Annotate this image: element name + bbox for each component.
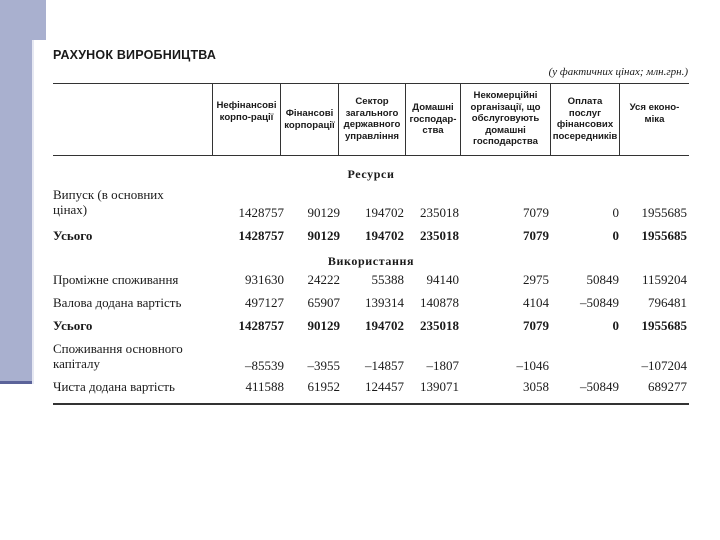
row-label: Валова додана вартість [53,295,182,310]
table-row [53,318,689,334]
units-note: (у фактичних цінах; млн.грн.) [548,66,688,78]
table-cell: 0 [612,318,619,333]
row-label: Споживання основного капіталу [53,341,183,371]
decorative-side-bar [0,40,32,384]
table-cell: 50849 [586,272,619,287]
table-cell: 7079 [523,318,549,333]
column-header-total-economy: Уся еконо-міка [629,102,680,125]
decorative-side-bar-edge [32,40,34,384]
table-cell: –1807 [426,358,459,373]
table-cell: 796481 [648,295,687,310]
table-cell: –3955 [307,358,340,373]
table-cell: 90129 [307,205,340,220]
table-cell: 139314 [365,295,404,310]
table-header-rule [53,155,689,156]
table-cell: 1428757 [238,318,284,333]
table-cell: 1428757 [238,228,284,243]
table-row [53,187,689,221]
table-cell: –85539 [245,358,284,373]
table-cell: 194702 [365,205,404,220]
table-cell: 65907 [307,295,340,310]
table-cell: –50849 [580,295,619,310]
page-title: РАХУНОК ВИРОБНИЦТВА [53,48,217,62]
table-cell: 124457 [365,379,404,394]
table-cell: 7079 [523,205,549,220]
table-cell: –50849 [580,379,619,394]
table-cell: 235018 [420,318,459,333]
table-cell: 411588 [245,379,284,394]
table-cell: 235018 [420,205,459,220]
table-cell: 235018 [420,228,459,243]
table-cell: 4104 [523,295,549,310]
table-cell: 0 [612,205,619,220]
row-label: Усього [53,228,93,243]
table-cell: 1955685 [641,228,687,243]
column-header-households: Домашні господар-ства [409,102,457,136]
table-cell: 194702 [365,318,404,333]
column-header-government: Сектор загального державного управління [343,96,401,142]
table-cell: 7079 [523,228,549,243]
column-header-nonfinancial: Нефінансові корпо-рації [216,100,277,123]
table-cell: 55388 [371,272,404,287]
decorative-side-bar-underline [0,381,32,384]
column-header-npish: Некомерційні організації, що обслуговують домашні господарства [470,90,541,147]
table-cell: –14857 [365,358,404,373]
table-cell: 689277 [648,379,687,394]
table-cell: 0 [612,228,619,243]
table-cell: –107204 [641,358,687,373]
table-row [53,272,689,288]
decorative-corner-block [0,0,46,40]
table-cell: 90129 [307,318,340,333]
row-label: Випуск (в основних цінах) [53,187,164,217]
table-cell: 497127 [245,295,284,310]
table-cell: 24222 [307,272,340,287]
table-cell: 2975 [523,272,549,287]
table-cell: 94140 [426,272,459,287]
table-cell: 3058 [523,379,549,394]
table-cell: 90129 [307,228,340,243]
table-cell: 1955685 [641,318,687,333]
table-row [53,379,689,395]
table-bottom-rule [53,403,689,405]
row-label: Проміжне споживання [53,272,179,287]
table-cell: 931630 [245,272,284,287]
table-cell: 1955685 [641,205,687,220]
table-cell: 61952 [307,379,340,394]
table-row [53,295,689,311]
column-header-fisim: Оплата послуг фінансових посередників [552,96,618,142]
table-row [53,228,689,244]
row-label: Чиста додана вартість [53,379,175,394]
table-cell: 139071 [420,379,459,394]
table-cell: 140878 [420,295,459,310]
section-heading-uses: Використання [327,254,415,268]
row-label: Усього [53,318,93,333]
table-top-rule [53,83,689,84]
table-row [53,341,689,375]
table-cell: 1159204 [641,272,687,287]
table-cell: –1046 [516,358,549,373]
table-cell: 1428757 [238,205,284,220]
table-cell: 194702 [365,228,404,243]
column-header-financial: Фінансові корпорації [284,108,335,131]
section-heading-resources: Ресурси [347,167,395,181]
